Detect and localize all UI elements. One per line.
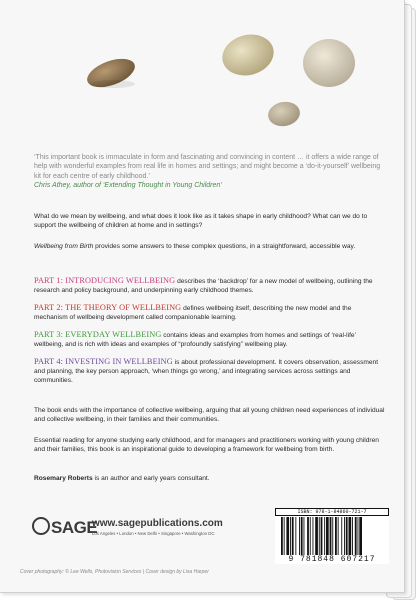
barcode-bar: [295, 517, 296, 555]
part-2-text: defines wellbeing itself, describing the new model and the mechanism of wellbeing development called companionable learning.: [34, 305, 352, 322]
barcode-bar: [321, 517, 323, 555]
barcode-bar: [349, 517, 352, 555]
barcode-bar: [315, 517, 318, 555]
barcode-bar: [304, 517, 305, 555]
barcode-bar: [299, 517, 300, 555]
barcode-bar: [352, 517, 353, 555]
barcode-bar: [313, 517, 314, 555]
isbn-digits: 9 781848 607217: [288, 555, 376, 564]
author-name: Rosemary Roberts: [34, 475, 93, 482]
isbn-label: ISBN: 978-1-84860-721-7: [275, 508, 389, 516]
sage-ring-icon: [32, 517, 50, 535]
author-note: [34, 474, 386, 483]
barcode-bar: [324, 517, 325, 555]
barcode-bar: [281, 517, 283, 555]
book-title: Wellbeing from Birth: [34, 243, 94, 250]
barcode-bar: [310, 517, 311, 555]
author-desc: is an author and early years consultant.: [92, 475, 210, 482]
barcode-bar: [341, 517, 342, 555]
barcode-bar: [344, 517, 345, 555]
barcode-bar: [359, 517, 362, 555]
intro-question: What do we mean by wellbeing, and what does it look like as it takes shape in early childhood? What can we do to support the wellbeing of children at home and in settings?: [34, 213, 368, 230]
barcode-bar: [319, 517, 320, 555]
part-1-block: [34, 276, 386, 295]
part-4-block: [34, 357, 386, 386]
barcode-bar: [338, 517, 339, 555]
pebble-cream-large: [218, 29, 279, 81]
part-4-title: PART 4: INVESTING IN WELLBEING: [34, 357, 173, 366]
barcode-bar: [335, 517, 337, 555]
audience-paragraph: Essential reading for anyone studying early childhood, and for managers and practitioners working with young children and their families, this book is an inspirational guide to developing a framework for wellbeing from birth.: [34, 437, 379, 454]
barcode-bar: [330, 517, 332, 555]
part-1-text: describes the ‘backdrop’ for a new model of wellbeing, outlining the research and policy background, and underpinning early childhood themes.: [34, 278, 373, 295]
barcode-bar: [284, 517, 285, 555]
barcode-bar: [358, 517, 359, 555]
publisher-cities: Los Angeles • London • New Delhi • Singapore • Washington DC: [92, 531, 215, 536]
endorsement-quote: [34, 153, 384, 191]
quote-attribution: Chris Athey, author of ‘Extending Thought in Young Children’: [34, 182, 222, 190]
barcode-bar: [332, 517, 333, 555]
cover-credits: Cover photography: © Lee Wells, Photovision Services | Cover design by Lisa Harper: [20, 569, 209, 575]
barcode-bars: [279, 517, 385, 555]
publisher-block: [32, 517, 262, 545]
isbn-barcode: [275, 508, 389, 564]
sage-logo-text: SAGE: [51, 518, 98, 537]
part-1-title: PART 1: INTRODUCING WELLBEING: [34, 276, 176, 285]
intro-summary: [34, 242, 386, 251]
pebble-shadow: [91, 80, 135, 88]
barcode-bar: [292, 517, 294, 555]
book-desc: provides some answers to these complex questions, in a straightforward, accessible way.: [93, 243, 356, 250]
pebble-white: [303, 39, 355, 87]
part-3-block: [34, 330, 386, 349]
barcode-bar: [301, 517, 303, 555]
closing-paragraph: The book ends with the importance of collective wellbeing, arguing that all young children need experiences of individual and collective wellbeing, in their families and their communities.: [34, 407, 385, 424]
pebbles-photo: [0, 0, 404, 140]
barcode-bar: [355, 517, 357, 555]
publisher-url[interactable]: www.sagepublications.com: [92, 518, 223, 529]
barcode-bar: [326, 517, 329, 555]
quote-text: ‘This important book is immaculate in form and fascinating and convincing in content … it offers a wide range of help with wonderful examples from real life in homes and settings; and might become a ‘do-it-yourself’ wellbeing kit for each centre of early childhood.’: [34, 154, 381, 180]
barcode-bar: [290, 517, 291, 555]
part-4-text: is about professional development. It covers observation, assessment and planning, the key person approach, ‘when things go wrong,’ and integrating services across settings and communities.: [34, 359, 379, 385]
part-3-title: PART 3: EVERYDAY WELLBEING: [34, 330, 162, 339]
part-3-text: contains ideas and examples from homes and settings of ‘real-life’ wellbeing, and is rich with ideas and examples of “profoundly satisfying” wellbeing play.: [34, 332, 356, 349]
sage-logo: [32, 517, 97, 538]
barcode-bar: [286, 517, 289, 555]
pebble-small: [266, 99, 302, 128]
part-2-title: PART 2: THE THEORY OF WELLBEING: [34, 303, 182, 312]
barcode-bar: [307, 517, 309, 555]
barcode-bar: [346, 517, 348, 555]
part-2-block: [34, 303, 386, 322]
